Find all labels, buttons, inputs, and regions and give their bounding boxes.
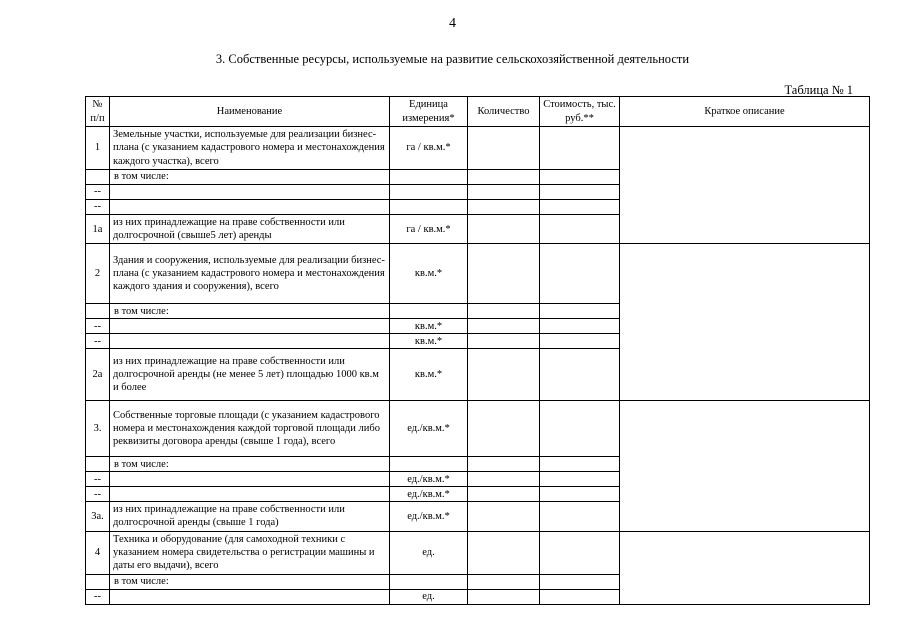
row-name: в том числе: <box>110 304 390 319</box>
row-unit: га / кв.м.* <box>390 215 468 244</box>
header-num: № п/п <box>86 97 110 127</box>
row-num <box>86 574 110 589</box>
row-num: -- <box>86 200 110 215</box>
row-qty[interactable] <box>468 127 540 170</box>
row-unit: га / кв.м.* <box>390 127 468 170</box>
row-unit: кв.м.* <box>390 349 468 401</box>
row-name: из них принадлежащие на праве собственности или долгосрочной (свыше5 лет) аренды <box>110 215 390 244</box>
row-qty[interactable] <box>468 349 540 401</box>
row-cost[interactable] <box>540 401 620 457</box>
row-unit: ед. <box>390 589 468 604</box>
row-num: -- <box>86 472 110 487</box>
row-unit: ед./кв.м.* <box>390 487 468 502</box>
row-cost[interactable] <box>540 502 620 531</box>
row-unit: ед./кв.м.* <box>390 401 468 457</box>
row-cost[interactable] <box>540 185 620 200</box>
row-unit: ед. <box>390 531 468 574</box>
table-row <box>86 244 870 304</box>
row-name <box>110 472 390 487</box>
row-unit <box>390 574 468 589</box>
row-cost[interactable] <box>540 244 620 304</box>
table-row <box>86 401 870 457</box>
row-qty[interactable] <box>468 185 540 200</box>
row-description[interactable] <box>620 531 870 604</box>
row-name: из них принадлежащие на праве собственности или долгосрочной аренды (свыше 1 года) <box>110 502 390 531</box>
row-qty[interactable] <box>468 574 540 589</box>
row-name: из них принадлежащие на праве собственности или долгосрочной аренды (не менее 5 лет) площадью 1000 кв.м и более <box>110 349 390 401</box>
row-name <box>110 200 390 215</box>
row-cost[interactable] <box>540 589 620 604</box>
row-unit: ед./кв.м.* <box>390 502 468 531</box>
row-num: 3. <box>86 401 110 457</box>
row-num: -- <box>86 319 110 334</box>
row-name: Техника и оборудование (для самоходной техники с указанием номера свидетельства о регистрации машины и даты его выдачи), всего <box>110 531 390 574</box>
row-unit: кв.м.* <box>390 319 468 334</box>
row-qty[interactable] <box>468 319 540 334</box>
row-unit <box>390 457 468 472</box>
row-cost[interactable] <box>540 319 620 334</box>
row-qty[interactable] <box>468 334 540 349</box>
header-name: Наименование <box>110 97 390 127</box>
section-title: 3. Собственные ресурсы, используемые на развитие сельскохозяйственной деятельности <box>215 52 690 66</box>
row-name: Собственные торговые площади (с указанием кадастрового номера и местонахождения каждой торговой площади либо реквизиты договора аренды (свыше 1 года), всего <box>110 401 390 457</box>
row-cost[interactable] <box>540 472 620 487</box>
row-qty[interactable] <box>468 457 540 472</box>
row-cost[interactable] <box>540 574 620 589</box>
row-cost[interactable] <box>540 127 620 170</box>
row-num: 4 <box>86 531 110 574</box>
row-qty[interactable] <box>468 200 540 215</box>
table-label: Таблица № 1 <box>784 83 853 97</box>
row-qty[interactable] <box>468 170 540 185</box>
row-num: -- <box>86 185 110 200</box>
row-name <box>110 334 390 349</box>
row-cost[interactable] <box>540 304 620 319</box>
row-qty[interactable] <box>468 502 540 531</box>
row-qty[interactable] <box>468 531 540 574</box>
row-name <box>110 487 390 502</box>
table-row <box>86 531 870 574</box>
row-unit <box>390 185 468 200</box>
row-qty[interactable] <box>468 244 540 304</box>
row-cost[interactable] <box>540 170 620 185</box>
row-name: Земельные участки, используемые для реализации бизнес-плана (с указанием кадастрового номера и местонахождения каждого участка), всего <box>110 127 390 170</box>
row-name: в том числе: <box>110 170 390 185</box>
header-cost: Стоимость, тыс. руб.** <box>540 97 620 127</box>
row-description[interactable] <box>620 244 870 401</box>
row-num: 1 <box>86 127 110 170</box>
row-description[interactable] <box>620 401 870 531</box>
header-desc: Краткое описание <box>620 97 870 127</box>
resources-table <box>85 96 870 605</box>
header-unit: Единица измерения* <box>390 97 468 127</box>
row-cost[interactable] <box>540 531 620 574</box>
row-qty[interactable] <box>468 487 540 502</box>
row-num: 1а <box>86 215 110 244</box>
row-num <box>86 170 110 185</box>
table-header-row <box>86 97 870 127</box>
row-qty[interactable] <box>468 401 540 457</box>
table-row <box>86 127 870 170</box>
row-cost[interactable] <box>540 487 620 502</box>
row-name <box>110 185 390 200</box>
row-cost[interactable] <box>540 200 620 215</box>
row-qty[interactable] <box>468 215 540 244</box>
row-unit: кв.м.* <box>390 334 468 349</box>
row-name: в том числе: <box>110 457 390 472</box>
page-number: 4 <box>449 16 456 31</box>
row-name: Здания и сооружения, используемые для реализации бизнес-плана (с указанием кадастрового номера и местонахождения каждого здания и сооружения), всего <box>110 244 390 304</box>
row-qty[interactable] <box>468 304 540 319</box>
row-unit: кв.м.* <box>390 244 468 304</box>
row-num: -- <box>86 589 110 604</box>
row-cost[interactable] <box>540 334 620 349</box>
row-cost[interactable] <box>540 457 620 472</box>
row-cost[interactable] <box>540 349 620 401</box>
row-num: -- <box>86 487 110 502</box>
row-qty[interactable] <box>468 589 540 604</box>
header-qty: Количество <box>468 97 540 127</box>
row-unit: ед./кв.м.* <box>390 472 468 487</box>
row-num <box>86 304 110 319</box>
row-num: -- <box>86 334 110 349</box>
row-description[interactable] <box>620 127 870 244</box>
row-unit <box>390 200 468 215</box>
row-unit <box>390 170 468 185</box>
row-num: 2а <box>86 349 110 401</box>
row-name: в том числе: <box>110 574 390 589</box>
row-num: 3а. <box>86 502 110 531</box>
row-cost[interactable] <box>540 215 620 244</box>
row-num <box>86 457 110 472</box>
row-name <box>110 319 390 334</box>
row-unit <box>390 304 468 319</box>
row-num: 2 <box>86 244 110 304</box>
row-name <box>110 589 390 604</box>
row-qty[interactable] <box>468 472 540 487</box>
